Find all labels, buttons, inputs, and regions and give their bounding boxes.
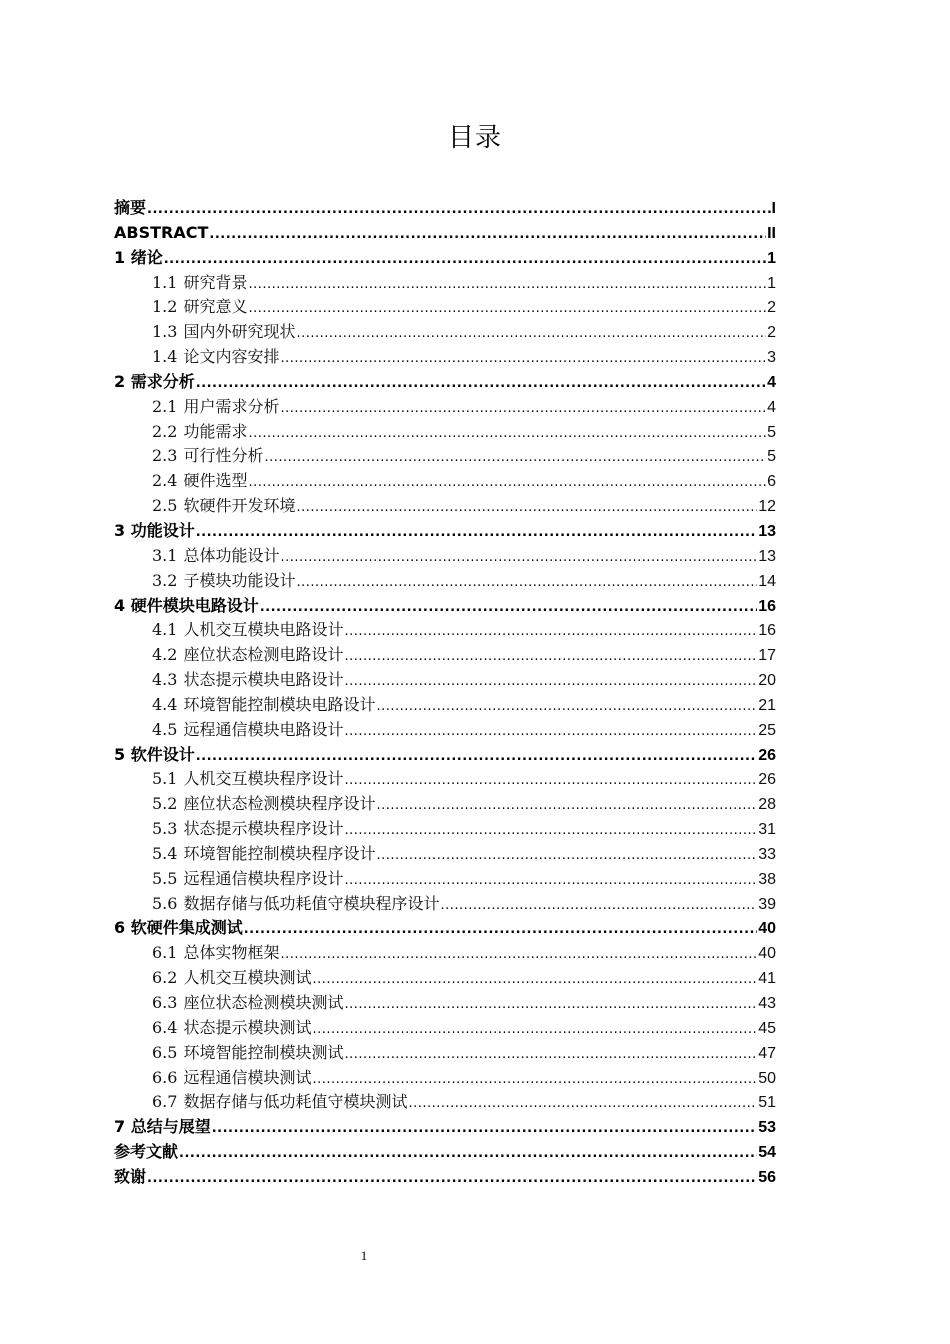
- toc-page-number: 20: [758, 672, 776, 690]
- toc-dot-leader: [408, 1092, 757, 1115]
- toc-entry-label: 研究背景: [183, 272, 248, 292]
- toc-page-number: 53: [758, 1119, 776, 1137]
- toc-section-entry[interactable]: [114, 271, 776, 296]
- toc-entry-title: [114, 916, 243, 941]
- toc-page-number: 40: [758, 920, 776, 938]
- toc-section-entry[interactable]: [114, 817, 776, 842]
- table-of-contents: [114, 196, 776, 1190]
- toc-section-entry[interactable]: [114, 693, 776, 718]
- toc-page-number: 26: [758, 771, 776, 789]
- toc-entry-title: [152, 469, 247, 494]
- toc-section-entry[interactable]: [114, 395, 776, 420]
- toc-chapter-entry[interactable]: [114, 246, 776, 271]
- toc-dot-leader: [248, 273, 766, 296]
- toc-entry-label: 人机交互模块电路设计: [183, 620, 344, 640]
- toc-entry-number: 7: [114, 1117, 126, 1137]
- toc-entry-label: 硬件选型: [183, 471, 248, 491]
- toc-section-entry[interactable]: [114, 569, 776, 594]
- toc-entry-label: 远程通信模块电路设计: [183, 719, 344, 739]
- toc-entry-label: 座位状态检测电路设计: [183, 645, 344, 665]
- toc-section-entry[interactable]: [114, 941, 776, 966]
- toc-dot-leader: [376, 695, 757, 718]
- toc-dot-leader: [344, 620, 757, 643]
- toc-section-entry[interactable]: [114, 1041, 776, 1066]
- toc-dot-leader: [164, 248, 766, 271]
- toc-dot-leader: [344, 869, 757, 892]
- toc-dot-leader: [209, 223, 766, 246]
- toc-entry-number: 4.2: [152, 645, 178, 665]
- toc-page-number: 4: [767, 398, 776, 416]
- toc-page-number: 4: [767, 373, 776, 391]
- toc-entry-number: 1: [114, 247, 126, 267]
- toc-entry-title: [152, 892, 439, 917]
- toc-entry-label: 软硬件开发环境: [183, 496, 296, 516]
- toc-entry-title: [152, 991, 343, 1016]
- toc-entry-title: [152, 345, 279, 370]
- toc-page-number: 31: [758, 821, 776, 839]
- toc-dot-leader: [248, 422, 766, 445]
- toc-dot-leader: [344, 1043, 757, 1066]
- toc-entry-label: 研究意义: [183, 297, 248, 317]
- toc-entry-number: 5.1: [152, 769, 178, 789]
- toc-entry-label: 参考文献: [114, 1142, 179, 1162]
- toc-dot-leader: [260, 596, 757, 619]
- toc-page-number: 12: [758, 498, 776, 516]
- toc-entry-label: 环境智能控制模块电路设计: [183, 694, 376, 714]
- toc-entry-number: 1.1: [152, 272, 178, 292]
- toc-page-number: 51: [758, 1094, 776, 1112]
- toc-entry-label: 软硬件集成测试: [130, 918, 243, 938]
- toc-dot-leader: [212, 1117, 757, 1140]
- toc-page-number: 39: [758, 895, 776, 913]
- toc-dot-leader: [312, 1068, 757, 1091]
- toc-dot-leader: [376, 794, 757, 817]
- toc-dot-leader: [344, 720, 757, 743]
- toc-dot-leader: [344, 993, 757, 1016]
- toc-entry-label: 环境智能控制模块程序设计: [183, 843, 376, 863]
- toc-dot-leader: [248, 297, 766, 320]
- toc-entry-title: [152, 544, 279, 569]
- toc-entry-label: 摘要: [114, 198, 147, 217]
- toc-entry-title: [152, 320, 295, 345]
- toc-section-entry[interactable]: [114, 966, 776, 991]
- toc-entry-number: 4.5: [152, 719, 178, 739]
- toc-dot-leader: [196, 372, 766, 395]
- toc-entry-number: 5.5: [152, 868, 178, 888]
- toc-page-number: 50: [758, 1069, 776, 1087]
- toc-entry-number: 1.2: [152, 297, 178, 317]
- toc-entry-title: [152, 966, 311, 991]
- toc-page-number: 26: [758, 746, 776, 764]
- toc-page-number: 41: [758, 970, 776, 988]
- toc-chapter-entry[interactable]: [114, 916, 776, 941]
- toc-entry-number: 6: [114, 918, 126, 938]
- toc-entry-label: 致谢: [114, 1166, 147, 1186]
- toc-entry-number: 5.2: [152, 794, 178, 814]
- toc-entry-title: [114, 246, 163, 271]
- toc-section-entry[interactable]: [114, 618, 776, 643]
- toc-page-number: 3: [767, 349, 776, 367]
- toc-entry-label: ABSTRACT: [114, 222, 209, 242]
- toc-page-number: 45: [758, 1019, 776, 1037]
- toc-chapter-entry[interactable]: [114, 370, 776, 395]
- toc-dot-leader: [196, 745, 757, 768]
- toc-entry-title: [152, 1041, 343, 1066]
- toc-entry-title: [152, 271, 247, 296]
- toc-entry-label: 环境智能控制模块测试: [183, 1042, 344, 1062]
- toc-page-number: 2: [767, 324, 776, 342]
- toc-entry-label: 软件设计: [130, 744, 195, 764]
- toc-dot-leader: [296, 496, 757, 519]
- toc-dot-leader: [344, 819, 757, 842]
- toc-entry-title: [152, 1016, 311, 1041]
- toc-entry-label: 人机交互模块程序设计: [183, 769, 344, 789]
- toc-page-number: 47: [758, 1044, 776, 1062]
- toc-section-entry[interactable]: [114, 494, 776, 519]
- toc-entry-number: 6.1: [152, 943, 178, 963]
- toc-entry-number: 5.3: [152, 819, 178, 839]
- toc-entry-label: 国内外研究现状: [183, 322, 296, 342]
- toc-entry-label: 状态提示模块电路设计: [183, 670, 344, 690]
- toc-entry-label: 状态提示模块测试: [183, 1017, 312, 1037]
- toc-dot-leader: [296, 322, 766, 345]
- toc-entry-number: 6.5: [152, 1042, 178, 1062]
- toc-section-entry[interactable]: [114, 867, 776, 892]
- toc-section-entry[interactable]: [114, 1090, 776, 1115]
- toc-page-number: 1: [767, 274, 776, 292]
- toc-dot-leader: [280, 943, 757, 966]
- toc-entry-label: 人机交互模块测试: [183, 968, 312, 988]
- toc-section-entry[interactable]: [114, 767, 776, 792]
- toc-dot-leader: [264, 446, 766, 469]
- toc-entry-number: 3.1: [152, 545, 178, 565]
- toc-entry-number: 6.3: [152, 993, 178, 1012]
- toc-section-entry[interactable]: [114, 320, 776, 345]
- toc-page-number: 16: [758, 622, 776, 640]
- toc-entry-title: [114, 743, 195, 768]
- toc-entry-number: 6.4: [152, 1017, 178, 1037]
- toc-section-entry[interactable]: [114, 444, 776, 469]
- toc-page-number: 17: [758, 647, 776, 665]
- toc-entry-number: 3.2: [152, 570, 178, 590]
- toc-entry-title: [152, 1066, 311, 1091]
- page-number: 1: [360, 1248, 368, 1263]
- toc-dot-leader: [312, 1018, 757, 1041]
- toc-entry-number: 5.6: [152, 893, 178, 913]
- toc-section-entry[interactable]: [114, 345, 776, 370]
- toc-entry-label: 论文内容安排: [183, 347, 280, 367]
- toc-entry-number: 6.2: [152, 968, 178, 988]
- toc-entry-label: 可行性分析: [183, 446, 264, 466]
- toc-entry-title: [152, 842, 375, 867]
- toc-entry-number: 5: [114, 744, 126, 764]
- toc-entry-title: [114, 594, 259, 619]
- toc-page-number: 1: [767, 249, 776, 267]
- toc-dot-leader: [312, 968, 757, 991]
- toc-entry-label: 绪论: [130, 247, 163, 267]
- toc-page-number: 40: [758, 945, 776, 963]
- toc-dot-leader: [196, 521, 757, 544]
- toc-entry-number: 2: [114, 371, 126, 391]
- toc-entry-number: 1.4: [152, 347, 178, 367]
- page-title: 目录: [447, 123, 502, 153]
- toc-section-entry[interactable]: [114, 1066, 776, 1091]
- toc-entry-label: 用户需求分析: [183, 396, 280, 416]
- toc-page-number: I: [771, 200, 776, 217]
- toc-section-entry[interactable]: [114, 643, 776, 668]
- toc-entry-number: 2.4: [152, 471, 178, 491]
- toc-dot-leader: [147, 1167, 757, 1190]
- toc-entry-label: 总结与展望: [130, 1117, 211, 1137]
- toc-dot-leader: [344, 670, 757, 693]
- toc-section-entry[interactable]: [114, 469, 776, 494]
- toc-entry-number: 3: [114, 520, 126, 540]
- toc-entry-title: [114, 1115, 211, 1140]
- toc-entry-label: 总体实物框架: [183, 943, 280, 963]
- toc-section-entry[interactable]: [114, 991, 776, 1016]
- toc-entry-number: 4.4: [152, 694, 178, 714]
- toc-page-number: 21: [758, 696, 776, 714]
- toc-page-number: 13: [758, 522, 776, 540]
- toc-entry-number: 2.1: [152, 396, 178, 416]
- toc-section-entry[interactable]: [114, 295, 776, 320]
- toc-entry-title: [152, 718, 343, 743]
- toc-entry-label: 硬件模块电路设计: [130, 595, 259, 615]
- toc-entry-number: 2.3: [152, 446, 178, 466]
- toc-page-number: II: [767, 224, 776, 242]
- toc-page-number: 38: [758, 870, 776, 888]
- toc-entry-label: 总体功能设计: [183, 545, 280, 565]
- toc-entry-number: 2.5: [152, 496, 178, 516]
- toc-page-number: 2: [767, 299, 776, 317]
- toc-entry-number: 6.6: [152, 1067, 178, 1087]
- toc-entry-number: 2.2: [152, 421, 178, 441]
- toc-page-number: 13: [758, 547, 776, 565]
- toc-entry-title: [114, 519, 195, 544]
- toc-entry-label: 座位状态检测模块程序设计: [183, 794, 376, 814]
- toc-entry-label: 子模块功能设计: [183, 570, 296, 590]
- toc-page-number: 28: [758, 796, 776, 814]
- toc-entry-title: [152, 395, 279, 420]
- toc-dot-leader: [280, 347, 766, 370]
- toc-page-number: 5: [767, 423, 776, 441]
- toc-dot-leader: [179, 1142, 757, 1165]
- toc-section-entry[interactable]: [114, 1016, 776, 1041]
- toc-entry-label: 功能需求: [183, 421, 248, 441]
- toc-page-number: 6: [767, 473, 776, 491]
- toc-entry-title: [152, 420, 247, 445]
- toc-entry-number: 4.3: [152, 670, 178, 690]
- toc-entry-number: 4: [114, 595, 126, 615]
- toc-dot-leader: [344, 769, 757, 792]
- toc-page-number: 33: [758, 845, 776, 863]
- toc-entry-title: [152, 867, 343, 892]
- toc-section-entry[interactable]: [114, 668, 776, 693]
- toc-entry-title: [152, 295, 247, 320]
- toc-chapter-entry[interactable]: [114, 743, 776, 768]
- toc-entry-title: [152, 618, 343, 643]
- toc-entry-title: [114, 221, 208, 246]
- toc-page-number: 5: [767, 448, 776, 466]
- toc-entry-title: [152, 817, 343, 842]
- toc-entry-title: [114, 1165, 146, 1190]
- toc-entry-label: 需求分析: [130, 371, 195, 391]
- toc-entry-number: 4.1: [152, 620, 178, 640]
- toc-entry-title: [114, 370, 195, 395]
- toc-section-entry[interactable]: [114, 842, 776, 867]
- toc-chapter-entry[interactable]: [114, 1140, 776, 1165]
- toc-page-number: 54: [758, 1144, 776, 1162]
- toc-dot-leader: [244, 918, 757, 941]
- toc-dot-leader: [280, 397, 766, 420]
- toc-dot-leader: [344, 645, 757, 668]
- toc-chapter-entry[interactable]: [114, 594, 776, 619]
- toc-dot-leader: [280, 546, 757, 569]
- toc-entry-label: 状态提示模块程序设计: [183, 819, 344, 839]
- toc-entry-title: [152, 668, 343, 693]
- toc-section-entry[interactable]: [114, 544, 776, 569]
- toc-section-entry[interactable]: [114, 892, 776, 917]
- toc-entry-title: [114, 196, 146, 221]
- toc-page-number: 25: [758, 721, 776, 739]
- toc-entry-label: 座位状态检测模块测试: [183, 993, 344, 1012]
- toc-page-number: 16: [758, 597, 776, 615]
- toc-dot-leader: [248, 471, 766, 494]
- toc-page-number: 14: [758, 572, 776, 590]
- toc-entry-title: [152, 693, 375, 718]
- toc-entry-title: [152, 444, 263, 469]
- toc-chapter-entry[interactable]: [114, 196, 776, 221]
- toc-chapter-entry[interactable]: [114, 519, 776, 544]
- toc-entry-title: [152, 643, 343, 668]
- toc-entry-title: [152, 1090, 407, 1115]
- toc-dot-leader: [296, 571, 757, 594]
- toc-entry-title: [152, 569, 295, 594]
- toc-chapter-entry[interactable]: [114, 1115, 776, 1140]
- toc-entry-number: 5.4: [152, 843, 178, 863]
- toc-entry-label: 远程通信模块程序设计: [183, 868, 344, 888]
- toc-page-number: 43: [758, 995, 776, 1012]
- toc-entry-title: [152, 494, 295, 519]
- toc-entry-title: [152, 792, 375, 817]
- toc-chapter-entry[interactable]: [114, 1165, 776, 1190]
- toc-dot-leader: [440, 894, 757, 917]
- toc-dot-leader: [376, 844, 757, 867]
- toc-entry-number: 1.3: [152, 322, 178, 342]
- toc-section-entry[interactable]: [114, 420, 776, 445]
- toc-entry-number: 6.7: [152, 1092, 178, 1112]
- toc-entry-label: 功能设计: [130, 520, 195, 540]
- toc-dot-leader: [147, 198, 771, 221]
- toc-entry-title: [114, 1140, 178, 1165]
- toc-entry-title: [152, 767, 343, 792]
- toc-entry-label: 数据存储与低功耗值守模块测试: [183, 1092, 408, 1112]
- toc-entry-label: 远程通信模块测试: [183, 1067, 312, 1087]
- toc-section-entry[interactable]: [114, 718, 776, 743]
- toc-entry-title: [152, 941, 279, 966]
- toc-entry-label: 数据存储与低功耗值守模块程序设计: [183, 893, 440, 913]
- toc-section-entry[interactable]: [114, 792, 776, 817]
- toc-chapter-entry[interactable]: [114, 221, 776, 246]
- toc-page-number: 56: [758, 1168, 776, 1186]
